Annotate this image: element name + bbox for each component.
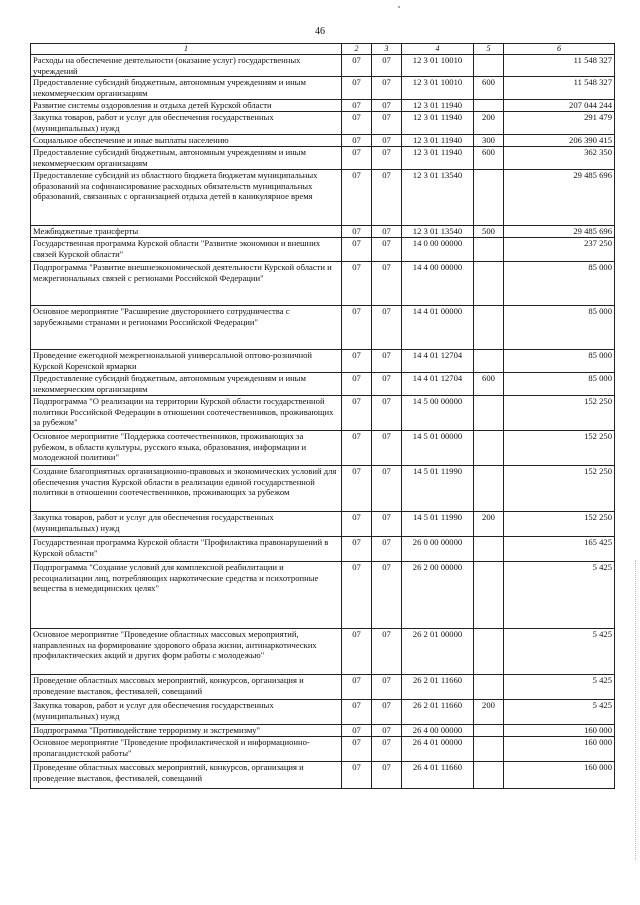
- row-subsection: 07: [372, 431, 402, 466]
- row-subsection: 07: [372, 262, 402, 306]
- row-section: 07: [342, 396, 372, 431]
- row-amount: 152 250: [504, 431, 615, 466]
- row-target-article: 26 2 00 00000: [402, 562, 474, 629]
- row-subsection: 07: [372, 762, 402, 789]
- row-subsection: 07: [372, 537, 402, 562]
- table-row: [31, 431, 615, 466]
- row-section: 07: [342, 373, 372, 396]
- row-subsection: 07: [372, 55, 402, 77]
- row-section: 07: [342, 629, 372, 675]
- row-expense-type: [474, 431, 504, 466]
- row-section: 07: [342, 350, 372, 373]
- row-target-article: 12 3 01 13540: [402, 226, 474, 238]
- row-expense-type: [474, 762, 504, 789]
- row-name: Закупка товаров, работ и услуг для обеспечения государственных (муниципальных) нужд: [31, 512, 342, 537]
- row-expense-type: [474, 537, 504, 562]
- row-amount: 11 548 327: [504, 55, 615, 77]
- row-section: 07: [342, 55, 372, 77]
- table-row: [31, 238, 615, 262]
- row-name: Развитие системы оздоровления и отдыха детей Курской области: [31, 100, 342, 112]
- row-name: Подпрограмма "Создание условий для комплексной реабилитации и ресоциализации лиц, потребляющих наркотические средства и психотропные вещества в немедицинских целях": [31, 562, 342, 629]
- header-col-6: 6: [504, 44, 615, 55]
- row-name: Предоставление субсидий из областного бюджета бюджетам муниципальных образований на софинансирование расходных обязательств муниципальных образований, связанных с организацией отдыха детей в каникулярное время: [31, 170, 342, 226]
- header-col-2: 2: [342, 44, 372, 55]
- row-section: 07: [342, 725, 372, 737]
- row-amount: 160 000: [504, 762, 615, 789]
- row-amount: 165 425: [504, 537, 615, 562]
- row-subsection: 07: [372, 135, 402, 147]
- row-expense-type: 600: [474, 373, 504, 396]
- row-amount: 29 485 696: [504, 226, 615, 238]
- table-row: [31, 675, 615, 700]
- row-subsection: 07: [372, 562, 402, 629]
- row-name: Предоставление субсидий бюджетным, автономным учреждениям и иным некоммерческим организациям: [31, 77, 342, 100]
- row-section: 07: [342, 135, 372, 147]
- row-expense-type: [474, 675, 504, 700]
- table-row: [31, 112, 615, 135]
- row-target-article: 14 4 01 12704: [402, 350, 474, 373]
- table-row: [31, 77, 615, 100]
- row-name: Создание благоприятных организационно-правовых и экономических условий для обеспечения участия Курской области в реализации единой государственной политики в отношении соотечественников, проживающих за рубежом: [31, 466, 342, 512]
- row-section: 07: [342, 512, 372, 537]
- table-row: [31, 537, 615, 562]
- row-subsection: 07: [372, 725, 402, 737]
- row-amount: 29 485 696: [504, 170, 615, 226]
- row-name: Закупка товаров, работ и услуг для обеспечения государственных (муниципальных) нужд: [31, 112, 342, 135]
- row-name: Закупка товаров, работ и услуг для обеспечения государственных (муниципальных) нужд: [31, 700, 342, 725]
- row-expense-type: [474, 350, 504, 373]
- row-name: Подпрограмма "О реализации на территории Курской области государственной политики Российской Федерации в отношении соотечественников, проживающих за рубежом": [31, 396, 342, 431]
- table-body: [31, 55, 615, 789]
- row-target-article: 12 3 01 10010: [402, 77, 474, 100]
- row-subsection: 07: [372, 373, 402, 396]
- row-subsection: 07: [372, 396, 402, 431]
- row-expense-type: [474, 170, 504, 226]
- row-amount: 85 000: [504, 350, 615, 373]
- row-section: 07: [342, 112, 372, 135]
- row-expense-type: 200: [474, 112, 504, 135]
- row-name: Основное мероприятие "Проведение профилактической и информационно-пропагандистской работы": [31, 737, 342, 762]
- row-subsection: 07: [372, 112, 402, 135]
- table-row: [31, 262, 615, 306]
- row-section: 07: [342, 537, 372, 562]
- table-row: [31, 725, 615, 737]
- budget-table: [30, 43, 615, 789]
- row-subsection: 07: [372, 737, 402, 762]
- page-number: 46: [315, 26, 325, 37]
- row-expense-type: [474, 306, 504, 350]
- row-section: 07: [342, 238, 372, 262]
- row-expense-type: [474, 238, 504, 262]
- table-row: [31, 762, 615, 789]
- header-col-3: 3: [372, 44, 402, 55]
- row-expense-type: [474, 55, 504, 77]
- table-row: [31, 55, 615, 77]
- table-row: [31, 306, 615, 350]
- row-section: 07: [342, 431, 372, 466]
- row-expense-type: [474, 725, 504, 737]
- row-target-article: 12 3 01 11940: [402, 135, 474, 147]
- row-target-article: 26 4 01 11660: [402, 762, 474, 789]
- table-row: [31, 170, 615, 226]
- row-amount: 152 250: [504, 512, 615, 537]
- row-section: 07: [342, 100, 372, 112]
- row-section: 07: [342, 562, 372, 629]
- row-expense-type: [474, 562, 504, 629]
- row-expense-type: [474, 737, 504, 762]
- row-target-article: 26 4 01 00000: [402, 737, 474, 762]
- row-expense-type: 500: [474, 226, 504, 238]
- row-expense-type: 300: [474, 135, 504, 147]
- row-subsection: 07: [372, 147, 402, 170]
- row-amount: 291 479: [504, 112, 615, 135]
- row-amount: 362 350: [504, 147, 615, 170]
- row-target-article: 26 2 01 11660: [402, 675, 474, 700]
- table-row: [31, 373, 615, 396]
- row-expense-type: 600: [474, 77, 504, 100]
- row-section: 07: [342, 262, 372, 306]
- table-row: [31, 562, 615, 629]
- row-amount: 160 000: [504, 737, 615, 762]
- row-name: Государственная программа Курской области "Развитие экономики и внешних связей Курской области": [31, 238, 342, 262]
- row-name: Социальное обеспечение и иные выплаты населению: [31, 135, 342, 147]
- row-section: 07: [342, 226, 372, 238]
- header-col-1: 1: [31, 44, 342, 55]
- row-subsection: 07: [372, 238, 402, 262]
- table-row: [31, 396, 615, 431]
- row-target-article: 14 0 00 00000: [402, 238, 474, 262]
- row-section: 07: [342, 737, 372, 762]
- row-target-article: 26 4 00 00000: [402, 725, 474, 737]
- table-row: [31, 350, 615, 373]
- row-amount: 85 000: [504, 373, 615, 396]
- row-name: Подпрограмма "Противодействие терроризму и экстремизму": [31, 725, 342, 737]
- row-target-article: 14 5 01 11990: [402, 512, 474, 537]
- row-section: 07: [342, 77, 372, 100]
- row-section: 07: [342, 466, 372, 512]
- row-target-article: 12 3 01 11940: [402, 147, 474, 170]
- header-row: [31, 44, 615, 55]
- row-section: 07: [342, 762, 372, 789]
- header-col-4: 4: [402, 44, 474, 55]
- row-target-article: 26 2 01 00000: [402, 629, 474, 675]
- row-name: Подпрограмма "Развитие внешнеэкономической деятельности Курской области и межрегиональных связей с регионами Российской Федерации": [31, 262, 342, 306]
- row-section: 07: [342, 147, 372, 170]
- row-target-article: 12 3 01 11940: [402, 112, 474, 135]
- row-target-article: 14 5 01 00000: [402, 431, 474, 466]
- row-subsection: 07: [372, 306, 402, 350]
- row-name: Расходы на обеспечение деятельности (оказание услуг) государственных учреждений: [31, 55, 342, 77]
- row-name: Основное мероприятие "Поддержка соотечественников, проживающих за рубежом, в области культуры, русского языка, образования, информации и молодежной политики": [31, 431, 342, 466]
- row-amount: 237 250: [504, 238, 615, 262]
- row-subsection: 07: [372, 512, 402, 537]
- row-name: Предоставление субсидий бюджетным, автономным учреждениям и иным некоммерческим организациям: [31, 147, 342, 170]
- row-subsection: 07: [372, 675, 402, 700]
- row-subsection: 07: [372, 629, 402, 675]
- row-subsection: 07: [372, 226, 402, 238]
- row-target-article: 14 4 01 00000: [402, 306, 474, 350]
- row-subsection: 07: [372, 350, 402, 373]
- row-amount: 85 000: [504, 306, 615, 350]
- row-name: Основное мероприятие "Проведение областных массовых мероприятий, направленных на формирование здорового образа жизни, антинаркотических профилактических акций и других форм работы с молодежью": [31, 629, 342, 675]
- row-name: Предоставление субсидий бюджетным, автономным учреждениям и иным некоммерческим организациям: [31, 373, 342, 396]
- table-row: [31, 147, 615, 170]
- row-expense-type: [474, 262, 504, 306]
- row-amount: 5 425: [504, 700, 615, 725]
- row-target-article: 12 3 01 13540: [402, 170, 474, 226]
- row-amount: 160 000: [504, 725, 615, 737]
- row-expense-type: [474, 100, 504, 112]
- row-section: 07: [342, 306, 372, 350]
- row-expense-type: [474, 396, 504, 431]
- row-amount: 206 390 415: [504, 135, 615, 147]
- row-section: 07: [342, 170, 372, 226]
- row-section: 07: [342, 700, 372, 725]
- row-name: Проведение ежегодной межрегиональной универсальной оптово-розничной Курской Коренской ярмарки: [31, 350, 342, 373]
- row-section: 07: [342, 675, 372, 700]
- row-name: Проведение областных массовых мероприятий, конкурсов, организация и проведение выставок, фестивалей, совещаний: [31, 762, 342, 789]
- row-amount: 207 044 244: [504, 100, 615, 112]
- row-amount: 152 250: [504, 466, 615, 512]
- row-subsection: 07: [372, 466, 402, 512]
- row-target-article: 14 5 00 00000: [402, 396, 474, 431]
- row-amount: 11 548 327: [504, 77, 615, 100]
- row-target-article: 26 2 01 11660: [402, 700, 474, 725]
- table-row: [31, 226, 615, 238]
- row-amount: 5 425: [504, 629, 615, 675]
- table-row: [31, 512, 615, 537]
- row-subsection: 07: [372, 170, 402, 226]
- header-col-5: 5: [474, 44, 504, 55]
- row-amount: 85 000: [504, 262, 615, 306]
- table-row: [31, 629, 615, 675]
- row-name: Основное мероприятие "Расширение двустороннего сотрудничества с зарубежными странами и регионами Российской Федерации": [31, 306, 342, 350]
- row-name: Государственная программа Курской области "Профилактика правонарушений в Курской области": [31, 537, 342, 562]
- row-name: Проведение областных массовых мероприятий, конкурсов, организация и проведение выставок, фестивалей, совещаний: [31, 675, 342, 700]
- row-target-article: 12 3 01 10010: [402, 55, 474, 77]
- row-subsection: 07: [372, 700, 402, 725]
- row-amount: 5 425: [504, 562, 615, 629]
- row-expense-type: [474, 466, 504, 512]
- row-target-article: 14 5 01 11990: [402, 466, 474, 512]
- table-row: [31, 135, 615, 147]
- row-amount: 152 250: [504, 396, 615, 431]
- table-row: [31, 700, 615, 725]
- table-row: [31, 100, 615, 112]
- scan-speck: [398, 6, 400, 8]
- table-row: [31, 737, 615, 762]
- row-target-article: 14 4 00 00000: [402, 262, 474, 306]
- row-name: Межбюджетные трансферты: [31, 226, 342, 238]
- row-expense-type: [474, 629, 504, 675]
- scan-edge-mark: [634, 560, 636, 860]
- row-expense-type: 200: [474, 700, 504, 725]
- row-amount: 5 425: [504, 675, 615, 700]
- row-target-article: 14 4 01 12704: [402, 373, 474, 396]
- row-expense-type: 600: [474, 147, 504, 170]
- row-target-article: 26 0 00 00000: [402, 537, 474, 562]
- row-expense-type: 200: [474, 512, 504, 537]
- row-subsection: 07: [372, 100, 402, 112]
- row-target-article: 12 3 01 11940: [402, 100, 474, 112]
- row-subsection: 07: [372, 77, 402, 100]
- table-row: [31, 466, 615, 512]
